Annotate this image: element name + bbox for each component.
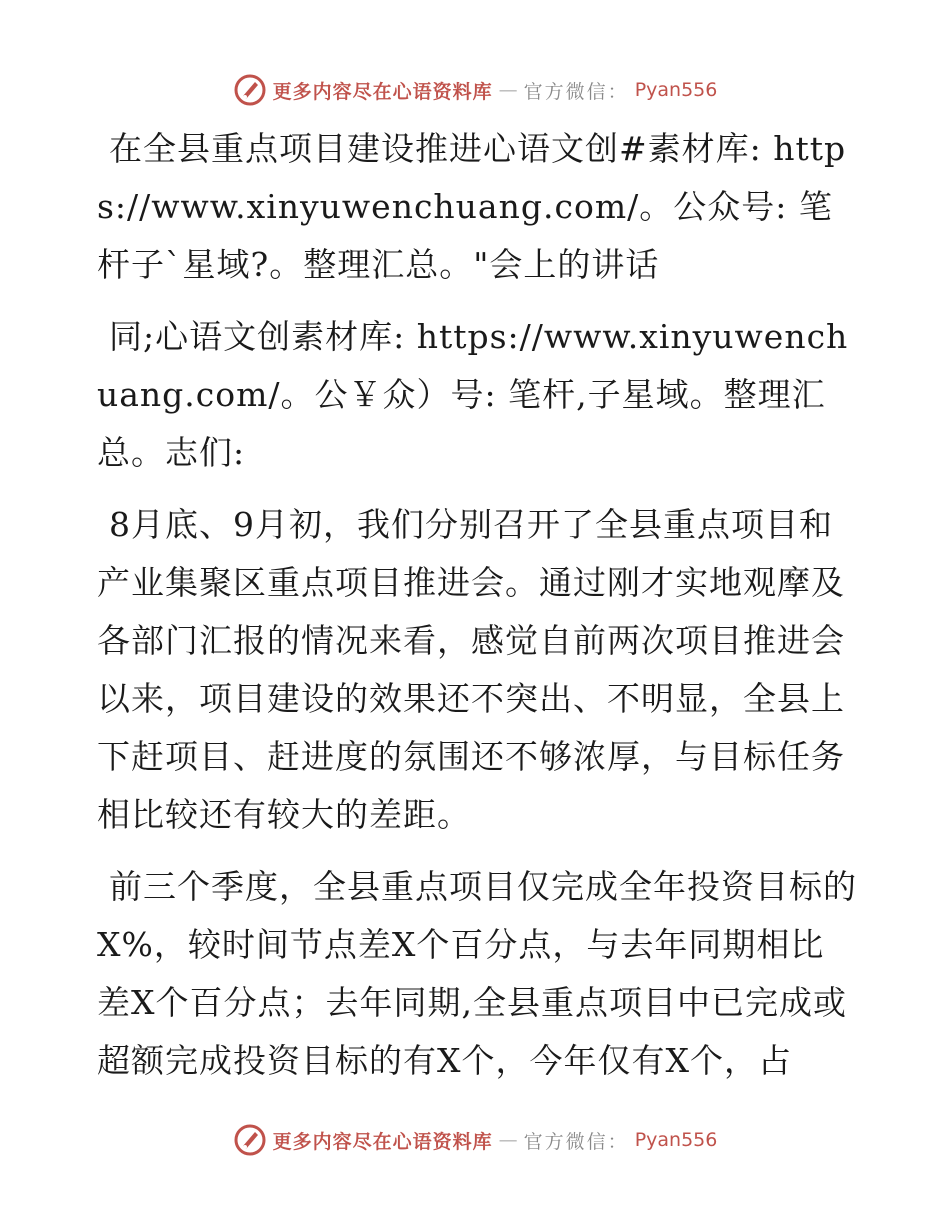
banner-official-label: 官方微信： bbox=[523, 1130, 629, 1153]
banner-wechat-id: Pyan556 bbox=[634, 1129, 718, 1151]
header-banner bbox=[0, 70, 950, 110]
banner-wechat-id: Pyan556 bbox=[634, 79, 718, 101]
paragraph-2: 同;心语文创素材库: https://www.xinyuwenchuang.com/。公￥众）号: 笔杆,子星域。整理汇总。志们: bbox=[97, 317, 849, 472]
banner-dash: — bbox=[498, 1129, 518, 1151]
footer-banner bbox=[0, 1120, 950, 1160]
paragraph-3: 8月底、9月初，我们分别召开了全县重点项目和产业集聚区重点项目推进会。通过刚才实地观摩及各部门汇报的情况来看，感觉自前两次项目推进会以来，项目建设的效果还不突出、不明显，全县上下赶项目、赶进度的氛围还不够浓厚，与目标任务相比较还有较大的差距。 bbox=[97, 505, 845, 834]
brand-logo-icon bbox=[233, 73, 267, 107]
banner-slogan: 更多内容尽在心语资料库 bbox=[272, 80, 493, 103]
banner-slogan: 更多内容尽在心语资料库 bbox=[272, 1130, 493, 1153]
paragraph-1: 在全县重点项目建设推进心语文创#素材库: https://www.xinyuwenchuang.com/。公众号: 笔杆子`星域?。整理汇总。"会上的讲话 bbox=[97, 129, 847, 284]
brand-logo-icon bbox=[233, 1123, 267, 1157]
document-body bbox=[97, 120, 857, 1104]
banner-dash: — bbox=[498, 79, 518, 101]
banner-official-label: 官方微信： bbox=[523, 80, 629, 103]
paragraph-4: 前三个季度，全县重点项目仅完成全年投资目标的X%，较时间节点差X个百分点，与去年同期相比差X个百分点；去年同期,全县重点项目中已完成或超额完成投资目标的有X个，今年仅有X个，占 bbox=[97, 867, 857, 1080]
